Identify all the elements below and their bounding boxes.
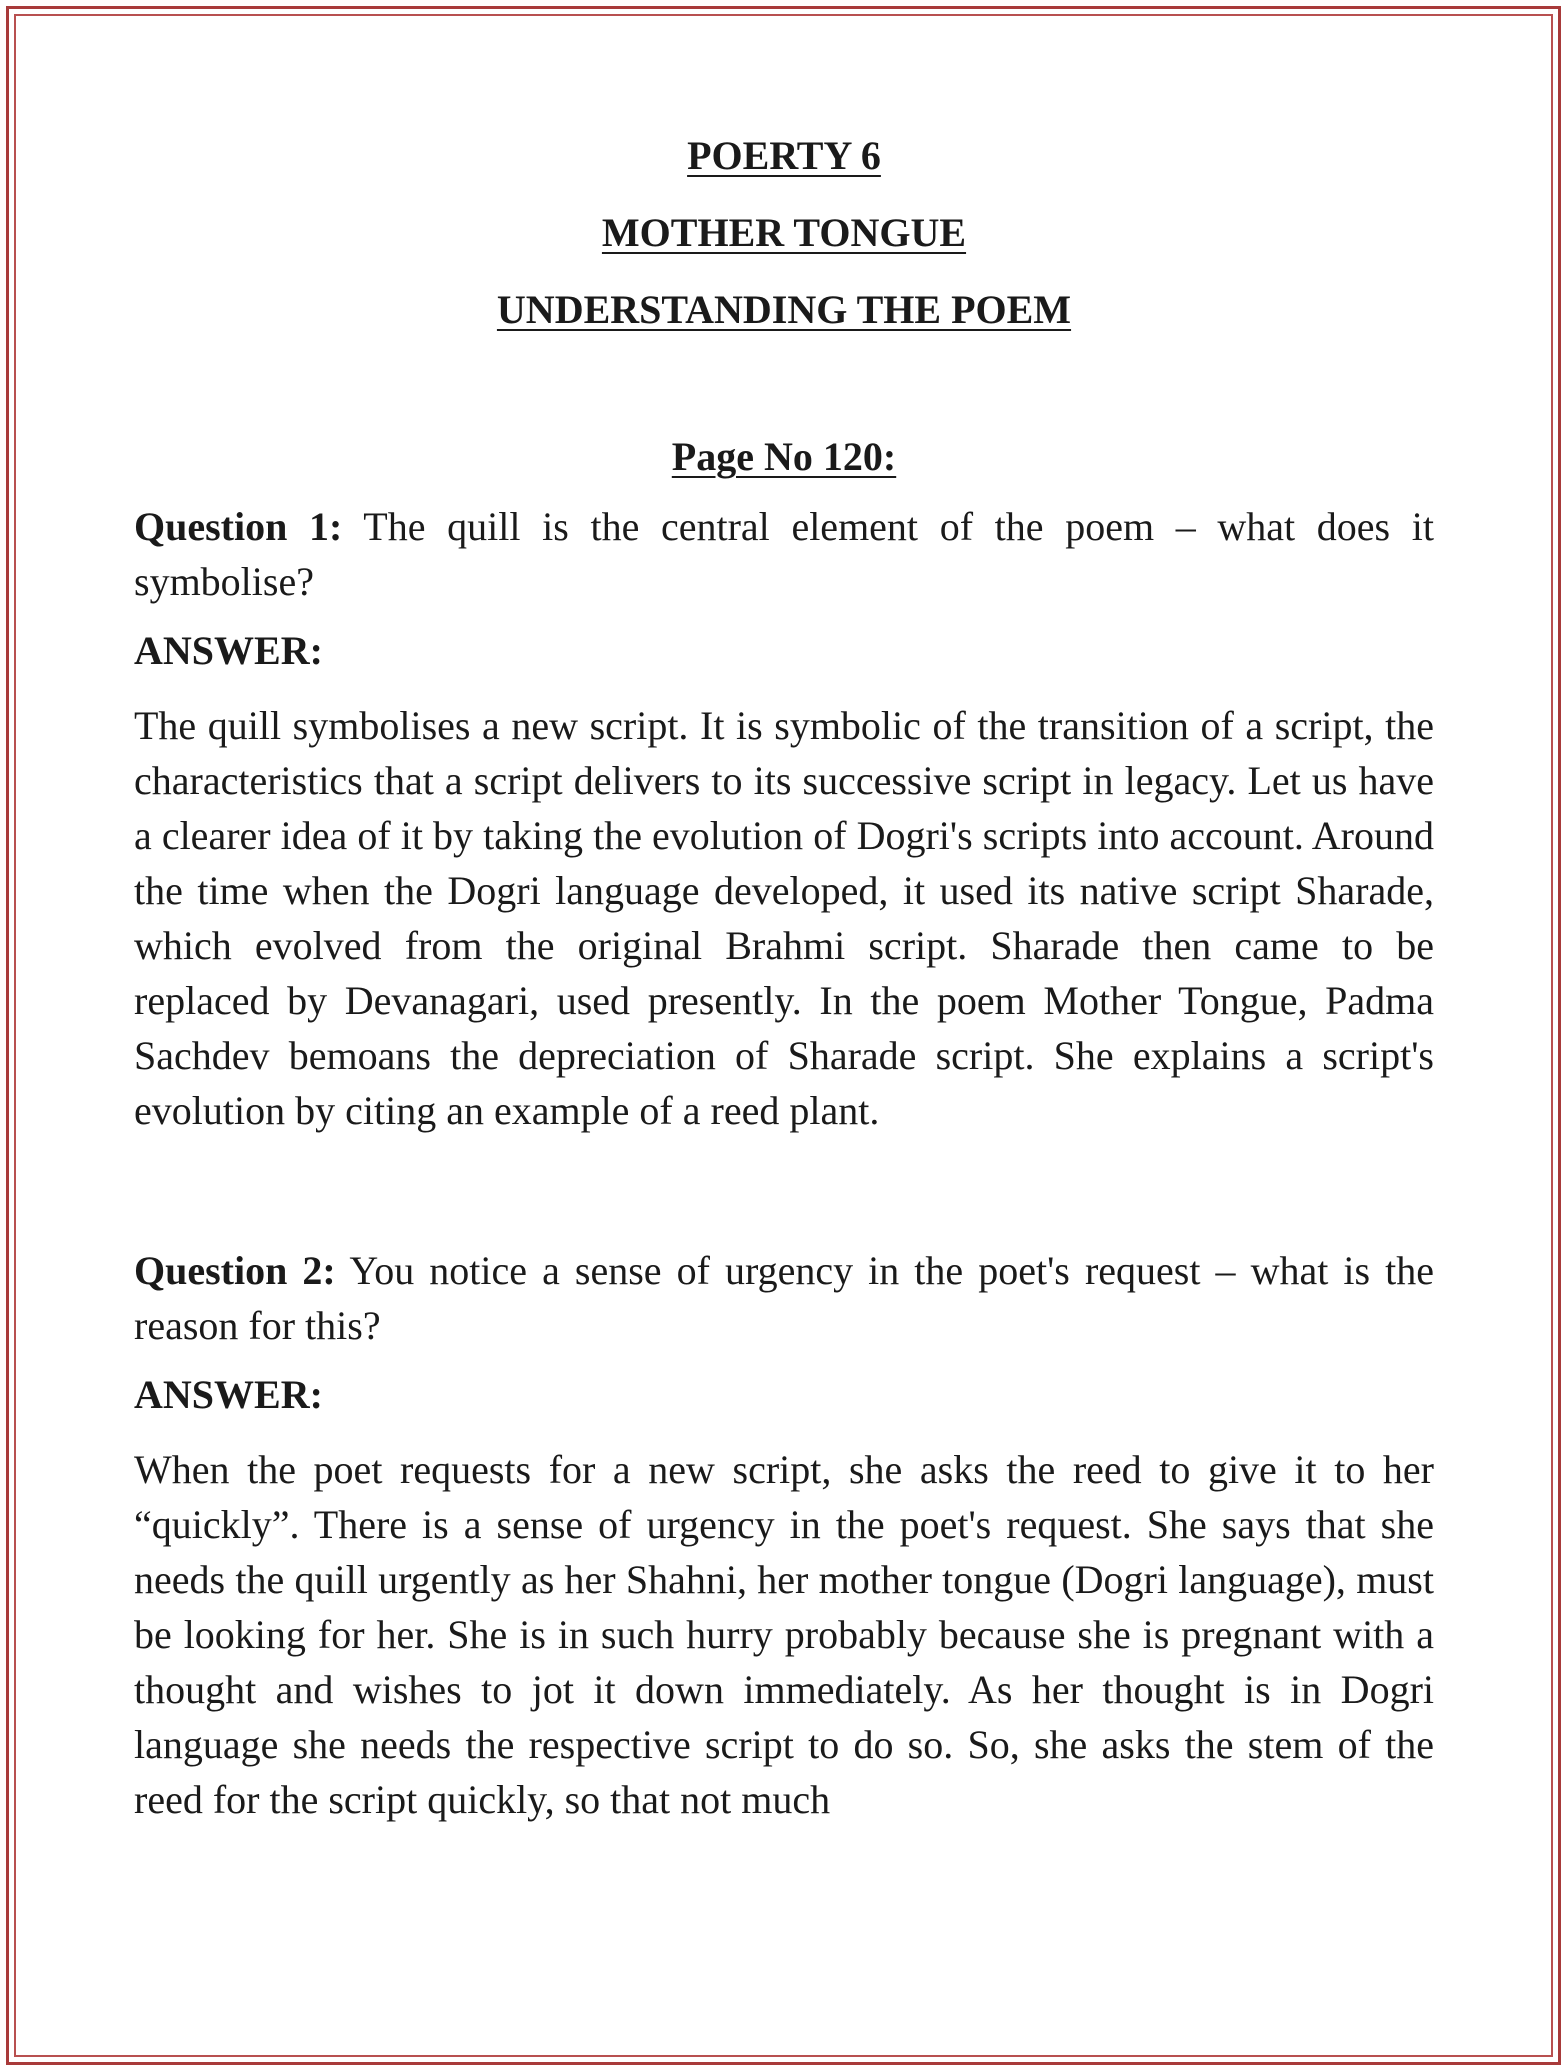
question-2-text: You notice a sense of urgency in the poet's request – what is the reason for this?: [134, 1248, 1434, 1348]
answer-2-text: When the poet requests for a new script, she asks the reed to give it to her “quickly”. There is a sense of urgency in the poet's request. She says that she needs the quill urgently as her Shahni, her mother tongue (Dogri language), must be looking for her. She is in such hurry probably because she is pregnant with a thought and wishes to jot it down immediately. As her thought is in Dogri language she needs the respective script to do so. So, she asks the stem of the reed for the script quickly, so that not much: [134, 1447, 1434, 1822]
section-heading: UNDERSTANDING THE POEM: [496, 287, 1072, 332]
question-2: [134, 1243, 1434, 1353]
question-1: [134, 499, 1434, 609]
question-1-text: The quill is the central element of the poem – what does it symbolise?: [134, 504, 1434, 604]
answer-1-text: The quill symbolises a new script. It is symbolic of the transition of a script, the characteristics that a script delivers to its successive script in legacy. Let us have a clearer idea of it by taking the evolution of Dogri's scripts into account. Around the time when the Dogri language developed, it used its native script Sharade, which evolved from the original Brahmi script. Sharade then came to be replaced by Devanagari, used presently. In the poem Mother Tongue, Padma Sachdev bemoans the depreciation of Sharade script. She explains a script's evolution by citing an example of a reed plant.: [134, 703, 1434, 1133]
document-body: [134, 130, 1434, 1827]
chapter-heading: POERTY 6: [687, 133, 881, 178]
question-1-label: Question 1:: [134, 504, 343, 549]
question-2-label: Question 2:: [134, 1248, 336, 1293]
answer-1-label: ANSWER:: [134, 628, 323, 673]
poem-title: MOTHER TONGUE: [601, 210, 967, 255]
answer-2-label: ANSWER:: [134, 1372, 323, 1417]
page-number: Page No 120:: [671, 434, 897, 479]
